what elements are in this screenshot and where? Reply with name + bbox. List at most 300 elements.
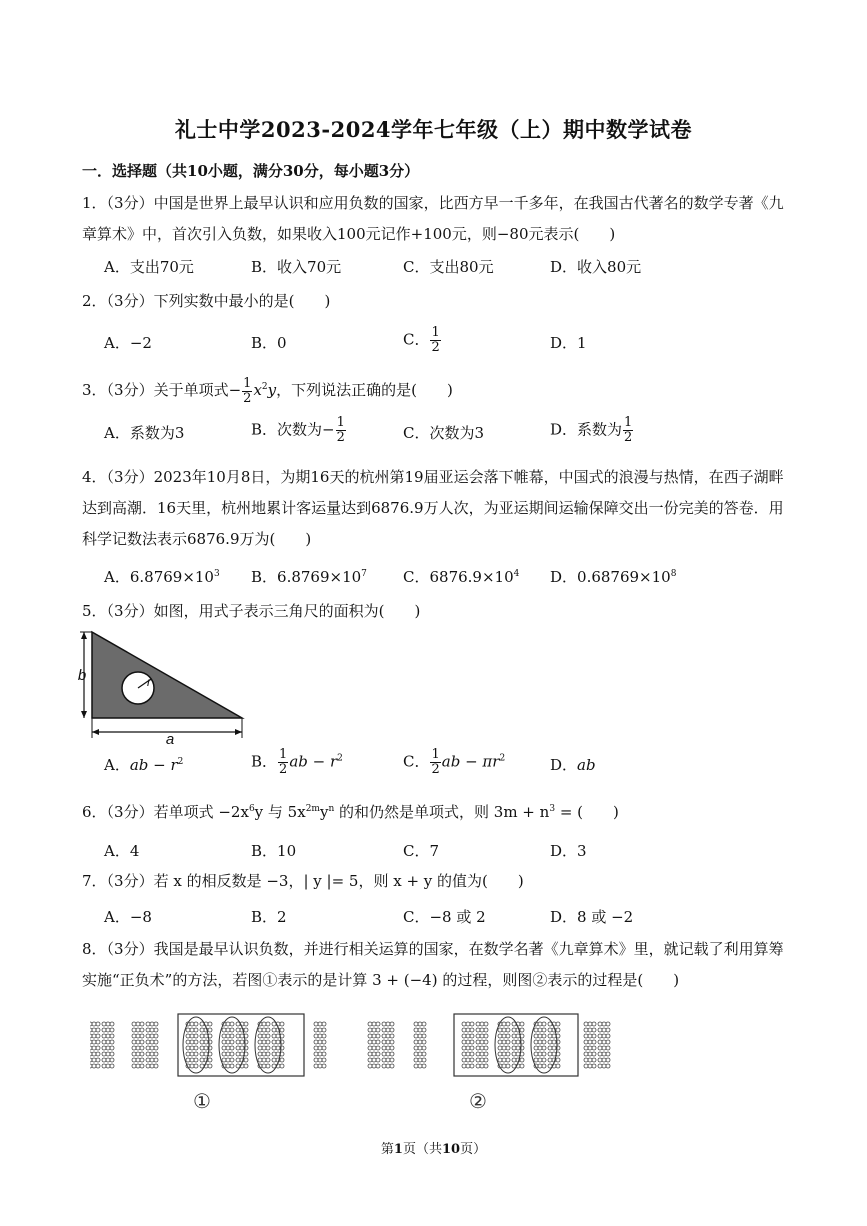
rod-bead — [322, 1064, 326, 1068]
option-a[interactable] — [104, 566, 220, 587]
rod-bead — [484, 1028, 488, 1032]
rod-bead — [314, 1052, 318, 1056]
rod-bead — [92, 1034, 96, 1038]
rod-bead — [96, 1064, 100, 1068]
rod-bead — [230, 1064, 234, 1068]
rod-bead — [262, 1034, 266, 1038]
rod-bead — [588, 1040, 592, 1044]
rod-bead — [480, 1046, 484, 1050]
rod-bead — [542, 1028, 546, 1032]
rod-bead — [236, 1058, 240, 1062]
rod-bead — [462, 1052, 466, 1056]
frac-num: 1 — [336, 415, 345, 430]
rod-bead — [484, 1046, 488, 1050]
rod-bead — [418, 1022, 422, 1026]
expr: ab − r — [289, 752, 338, 771]
rod-bead — [318, 1040, 322, 1044]
rod-bead — [322, 1034, 326, 1038]
rod-bead — [92, 1052, 96, 1056]
rod-bead — [272, 1040, 276, 1044]
frac-num: 1 — [279, 747, 288, 762]
rod-bead — [276, 1034, 280, 1038]
option-c[interactable]: C．支出80元 — [403, 258, 494, 276]
rod-bead — [200, 1046, 204, 1050]
rod-bead — [204, 1046, 208, 1050]
rod-bead — [186, 1046, 190, 1050]
rod-bead — [552, 1034, 556, 1038]
rod-bead — [414, 1046, 418, 1050]
rod-bead — [422, 1058, 426, 1062]
rod-bead — [186, 1040, 190, 1044]
rod-bead — [372, 1022, 376, 1026]
rod-bead — [414, 1034, 418, 1038]
rod-bead — [520, 1064, 524, 1068]
rod-bead — [102, 1028, 106, 1032]
rod-bead — [556, 1028, 560, 1032]
rod-bead — [386, 1052, 390, 1056]
option-a[interactable] — [104, 754, 183, 775]
rod-bead — [314, 1022, 318, 1026]
rod-bead — [226, 1034, 230, 1038]
rod-bead — [314, 1034, 318, 1038]
rod-bead — [150, 1034, 154, 1038]
rod-bead — [236, 1034, 240, 1038]
rod-bead — [102, 1022, 106, 1026]
option-a[interactable]: A．−8 — [104, 908, 152, 926]
rod-bead — [602, 1058, 606, 1062]
rod-bead — [190, 1040, 194, 1044]
rod-bead — [602, 1046, 606, 1050]
exponent: 7 — [361, 569, 367, 579]
rod-bead — [502, 1058, 506, 1062]
rod-bead — [280, 1064, 284, 1068]
rod-bead — [476, 1022, 480, 1026]
rod-bead — [190, 1022, 194, 1026]
rod-bead — [516, 1052, 520, 1056]
rod-bead — [258, 1046, 262, 1050]
question-3-options — [104, 416, 804, 446]
rod-bead — [368, 1052, 372, 1056]
rod-bead — [502, 1028, 506, 1032]
rod-bead — [466, 1028, 470, 1032]
rod-bead — [280, 1022, 284, 1026]
rod-bead — [154, 1028, 158, 1032]
footer-pre: 第 — [380, 1142, 394, 1157]
q3-minus: − — [228, 381, 242, 399]
rod-bead — [470, 1034, 474, 1038]
rod-bead — [382, 1064, 386, 1068]
frac-num: 1 — [431, 747, 440, 762]
fraction — [278, 748, 288, 777]
rod-bead — [314, 1046, 318, 1050]
option-b[interactable] — [251, 566, 367, 587]
rod-bead — [376, 1046, 380, 1050]
rod-bead — [390, 1052, 394, 1056]
option-d[interactable]: D．3 — [550, 842, 587, 860]
rod-bead — [382, 1058, 386, 1062]
rod-bead — [140, 1058, 144, 1062]
rod-bead — [476, 1046, 480, 1050]
option-c[interactable] — [403, 566, 519, 587]
rod-bead — [470, 1046, 474, 1050]
frac-den: 2 — [243, 390, 252, 406]
rod-bead — [592, 1058, 596, 1062]
option-b[interactable]: B．收入70元 — [251, 258, 342, 276]
exponent: 4 — [513, 569, 520, 579]
rod-bead — [584, 1058, 588, 1062]
rod-bead — [502, 1046, 506, 1050]
rod-bead — [200, 1034, 204, 1038]
rod-bead — [588, 1022, 592, 1026]
rod-bead — [240, 1052, 244, 1056]
rod-bead — [534, 1028, 538, 1032]
rod-bead — [414, 1028, 418, 1032]
rod-bead — [606, 1040, 610, 1044]
rod-bead — [386, 1040, 390, 1044]
rod-bead — [512, 1052, 516, 1056]
rod-bead — [538, 1058, 542, 1062]
rod-bead — [244, 1058, 248, 1062]
rod-bead — [480, 1034, 484, 1038]
rod-bead — [146, 1034, 150, 1038]
option-a[interactable]: A．系数为3 — [104, 424, 185, 442]
option-a[interactable]: A．−2 — [104, 334, 152, 352]
option-b-label: B．次数为− — [251, 420, 335, 439]
rod-bead — [466, 1058, 470, 1062]
figure-2 — [368, 1014, 610, 1076]
rod-bead — [480, 1052, 484, 1056]
option-b[interactable]: B．10 — [251, 842, 297, 860]
rod-bead — [368, 1046, 372, 1050]
rod-bead — [484, 1058, 488, 1062]
option-b-label: B．6.8769×10 — [251, 568, 362, 586]
rod-bead — [262, 1040, 266, 1044]
rod-bead — [484, 1052, 488, 1056]
rod-bead — [262, 1022, 266, 1026]
option-c[interactable]: C．−8 或 2 — [403, 908, 486, 926]
figure-1 — [90, 1014, 326, 1076]
rod-bead — [584, 1064, 588, 1068]
rod-bead — [262, 1028, 266, 1032]
rod-bead — [480, 1040, 484, 1044]
rod-bead — [516, 1034, 520, 1038]
rod-bead — [606, 1058, 610, 1062]
frac-den: 2 — [279, 762, 288, 777]
rod-bead — [318, 1034, 322, 1038]
rod-bead — [96, 1028, 100, 1032]
rod-bead — [322, 1022, 326, 1026]
rod-bead — [592, 1034, 596, 1038]
option-a[interactable]: A．4 — [104, 842, 140, 860]
rod-bead — [480, 1028, 484, 1032]
rod-bead — [466, 1046, 470, 1050]
rod-bead — [368, 1040, 372, 1044]
question-2-options — [104, 326, 804, 356]
rod-bead — [226, 1052, 230, 1056]
option-b[interactable]: B．2 — [251, 908, 287, 926]
q6-mid2: y — [319, 803, 329, 821]
rod-bead — [414, 1052, 418, 1056]
rod-bead — [322, 1046, 326, 1050]
rod-bead — [314, 1058, 318, 1062]
rod-bead — [556, 1022, 560, 1026]
rod-bead — [240, 1040, 244, 1044]
rod-bead — [146, 1064, 150, 1068]
rod-bead — [602, 1040, 606, 1044]
rod-bead — [382, 1034, 386, 1038]
rod-bead — [266, 1064, 270, 1068]
rod-bead — [372, 1034, 376, 1038]
frac-num: 1 — [431, 325, 440, 340]
rod-bead — [200, 1052, 204, 1056]
rod-bead — [226, 1040, 230, 1044]
rod-bead — [584, 1022, 588, 1026]
rod-bead — [552, 1052, 556, 1056]
rod-bead — [512, 1034, 516, 1038]
rod-bead — [154, 1052, 158, 1056]
rod-bead — [146, 1046, 150, 1050]
rod-bead — [226, 1058, 230, 1062]
option-b[interactable]: B．0 — [251, 334, 287, 352]
rod-bead — [208, 1064, 212, 1068]
pair-ellipse — [531, 1017, 557, 1073]
rod-bead — [106, 1046, 110, 1050]
rod-bead — [466, 1064, 470, 1068]
rod-bead — [110, 1028, 114, 1032]
option-c[interactable]: C．次数为3 — [403, 424, 485, 442]
rod-bead — [498, 1040, 502, 1044]
triangle-shape — [92, 632, 242, 718]
expr: ab − πr — [441, 752, 500, 771]
rod-bead — [476, 1040, 480, 1044]
pair-ellipse — [183, 1017, 209, 1073]
option-d[interactable]: D．1 — [550, 334, 587, 352]
rod-bead — [230, 1034, 234, 1038]
rod-bead — [150, 1064, 154, 1068]
footer-mid: 页（共 — [402, 1142, 442, 1157]
rod-bead — [414, 1040, 418, 1044]
rod-bead — [136, 1034, 140, 1038]
pair-ellipse — [219, 1017, 245, 1073]
rod-bead — [194, 1028, 198, 1032]
rod-bead — [592, 1046, 596, 1050]
rod-bead — [318, 1028, 322, 1032]
rod-bead — [318, 1046, 322, 1050]
rod-bead — [390, 1040, 394, 1044]
rod-bead — [150, 1028, 154, 1032]
rod-bead — [136, 1058, 140, 1062]
rod-bead — [462, 1046, 466, 1050]
rod-bead — [538, 1052, 542, 1056]
rod-bead — [548, 1034, 552, 1038]
rod-bead — [92, 1064, 96, 1068]
question-5-options — [104, 748, 804, 778]
expr: ab — [577, 756, 596, 774]
rod-bead — [272, 1046, 276, 1050]
rod-bead — [140, 1040, 144, 1044]
rod-bead — [110, 1040, 114, 1044]
rod-bead — [150, 1022, 154, 1026]
rod-bead — [592, 1022, 596, 1026]
fraction — [430, 326, 440, 355]
rod-bead — [606, 1028, 610, 1032]
rod-bead — [498, 1058, 502, 1062]
rod-bead — [190, 1046, 194, 1050]
option-d[interactable] — [550, 416, 634, 445]
rod-bead — [272, 1058, 276, 1062]
rod-bead — [542, 1034, 546, 1038]
rod-bead — [498, 1046, 502, 1050]
pair-ellipse — [255, 1017, 281, 1073]
fraction — [623, 416, 633, 445]
rod-bead — [480, 1058, 484, 1062]
exponent: 2 — [337, 753, 343, 764]
rod-bead — [418, 1058, 422, 1062]
rod-bead — [598, 1022, 602, 1026]
exponent: 2m — [305, 804, 320, 814]
question-3 — [82, 372, 794, 406]
option-c-label: C． — [403, 752, 430, 771]
option-c[interactable] — [403, 748, 505, 777]
rod-bead — [376, 1052, 380, 1056]
exponent: 2 — [261, 382, 268, 392]
rod-bead — [422, 1034, 426, 1038]
rod-bead — [418, 1040, 422, 1044]
rod-bead — [226, 1022, 230, 1026]
rod-bead — [542, 1064, 546, 1068]
page-title: 礼士中学2023-2024学年七年级（上）期中数学试卷 — [174, 117, 693, 142]
rod-bead — [244, 1028, 248, 1032]
rod-bead — [466, 1040, 470, 1044]
rod-bead — [240, 1034, 244, 1038]
option-d[interactable]: D．8 或 −2 — [550, 908, 634, 926]
rod-bead — [258, 1034, 262, 1038]
option-d[interactable] — [550, 754, 596, 775]
rod-bead — [150, 1040, 154, 1044]
option-a[interactable]: A．支出70元 — [104, 258, 194, 276]
rod-bead — [598, 1028, 602, 1032]
rod-bead — [262, 1046, 266, 1050]
rod-bead — [584, 1046, 588, 1050]
rod-bead — [272, 1028, 276, 1032]
rod-bead — [110, 1064, 114, 1068]
rod-bead — [476, 1034, 480, 1038]
rod-bead — [154, 1022, 158, 1026]
rod-bead — [418, 1052, 422, 1056]
rod-bead — [190, 1028, 194, 1032]
rod-bead — [476, 1064, 480, 1068]
option-c[interactable]: C．7 — [403, 842, 440, 860]
rod-bead — [376, 1058, 380, 1062]
rod-bead — [102, 1058, 106, 1062]
rod-bead — [470, 1022, 474, 1026]
rod-bead — [136, 1022, 140, 1026]
rod-bead — [498, 1028, 502, 1032]
rod-bead — [484, 1034, 488, 1038]
rod-bead — [136, 1064, 140, 1068]
rod-bead — [96, 1052, 100, 1056]
rod-bead — [318, 1058, 322, 1062]
rod-bead — [552, 1040, 556, 1044]
var-y: y — [267, 381, 277, 399]
rod-bead — [266, 1034, 270, 1038]
rod-bead — [422, 1064, 426, 1068]
rod-bead — [498, 1052, 502, 1056]
rod-bead — [194, 1052, 198, 1056]
rod-bead — [588, 1052, 592, 1056]
rod-bead — [226, 1046, 230, 1050]
option-d[interactable]: D．收入80元 — [550, 258, 642, 276]
rod-bead — [258, 1052, 262, 1056]
rod-bead — [136, 1028, 140, 1032]
rod-bead — [272, 1052, 276, 1056]
rod-bead — [602, 1064, 606, 1068]
rod-bead — [588, 1058, 592, 1062]
option-c[interactable] — [403, 326, 442, 355]
arrow-down — [81, 711, 87, 718]
rod-bead — [208, 1028, 212, 1032]
rod-bead — [502, 1034, 506, 1038]
rod-bead — [376, 1064, 380, 1068]
rod-bead — [322, 1052, 326, 1056]
rod-bead — [186, 1058, 190, 1062]
rod-bead — [154, 1058, 158, 1062]
rod-bead — [606, 1064, 610, 1068]
option-c-label: C．6876.9×10 — [403, 568, 514, 586]
exponent: 3 — [549, 804, 556, 814]
rod-bead — [506, 1052, 510, 1056]
option-d-label: D．0.68769×10 — [550, 568, 671, 586]
question-8: 8．（3分）我国是最早认识负数，并进行相关运算的国家，在数学名著《九章算术》里，就记载了利用算筹实施“正负术”的方法，若图①表示的是计算 3 + (−4) 的过程，则图②表示的过程是( ) — [82, 940, 784, 989]
rod-bead — [110, 1046, 114, 1050]
rod-bead — [96, 1058, 100, 1062]
rod-bead — [222, 1052, 226, 1056]
rod-bead — [422, 1052, 426, 1056]
rod-bead — [592, 1028, 596, 1032]
rod-bead — [106, 1028, 110, 1032]
pairing-box — [178, 1014, 304, 1076]
rod-bead — [484, 1022, 488, 1026]
rod-bead — [512, 1028, 516, 1032]
rod-bead — [140, 1064, 144, 1068]
rod-bead — [146, 1022, 150, 1026]
rod-bead — [386, 1022, 390, 1026]
rod-bead — [200, 1028, 204, 1032]
rod-bead — [146, 1040, 150, 1044]
rod-bead — [476, 1028, 480, 1032]
rod-bead — [194, 1022, 198, 1026]
fraction — [336, 416, 346, 445]
page-footer — [0, 1138, 867, 1157]
rod-bead — [376, 1022, 380, 1026]
rod-bead — [548, 1058, 552, 1062]
rod-bead — [512, 1040, 516, 1044]
frac-den: 2 — [431, 762, 440, 777]
rod-bead — [102, 1034, 106, 1038]
rod-bead — [262, 1052, 266, 1056]
option-d[interactable] — [550, 566, 676, 587]
option-b[interactable] — [251, 416, 347, 445]
exponent: 8 — [670, 569, 677, 579]
figure-1-label: ① — [193, 1089, 211, 1113]
q3-post: ，下列说法正确的是( ) — [276, 381, 453, 399]
frac-den: 2 — [624, 430, 633, 445]
rod-bead — [552, 1046, 556, 1050]
option-b[interactable] — [251, 748, 343, 777]
question-7-options — [104, 906, 804, 936]
frac-num: 1 — [624, 415, 633, 430]
rod-bead — [106, 1064, 110, 1068]
